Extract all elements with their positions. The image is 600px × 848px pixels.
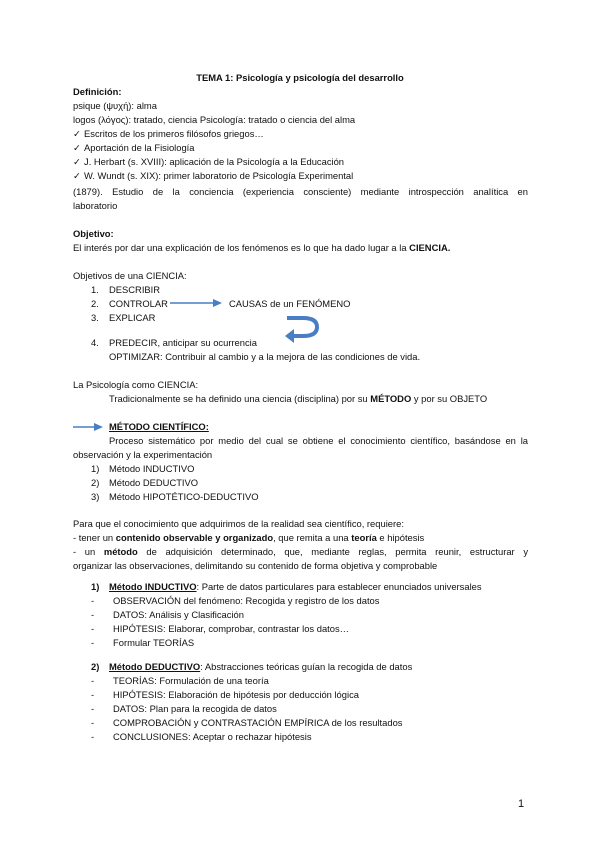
objetivos-heading: Objetivos de una CIENCIA: bbox=[73, 270, 187, 281]
requisitos-intro: Para que el conocimiento que adquirimos de la realidad sea científico, requiere: bbox=[73, 518, 404, 529]
requisito-1: - tener un contenido observable y organizado, que remita a una teoría e hipótesis bbox=[73, 532, 425, 543]
checkmark-icon: ✓ bbox=[73, 170, 81, 181]
check-item: ✓ Aportación de la Fisiología bbox=[73, 142, 195, 153]
curved-arrow-icon bbox=[285, 313, 323, 341]
list-item: 3) Método HIPOTÉTICO-DEDUCTIVO bbox=[91, 491, 259, 502]
checkmark-icon: ✓ bbox=[73, 128, 81, 139]
metodo-description-line2: observación y la experimentación bbox=[73, 449, 213, 460]
objetivo-text: El interés por dar una explicación de los fenómenos es lo que ha dado lugar a la CIENCIA. bbox=[73, 242, 451, 253]
list-item: 2. CONTROLAR bbox=[91, 298, 168, 309]
list-item: - OBSERVACIÓN del fenómeno: Recogida y registro de los datos bbox=[91, 595, 380, 606]
metodo-description-line1: Proceso sistemático por medio del cual se obtiene el conocimiento científico, basándose en la bbox=[109, 435, 528, 446]
psique-line: psique (ψυχή): alma bbox=[73, 100, 157, 111]
psicologia-ciencia-text: Tradicionalmente se ha definido una ciencia (disciplina) por su MÉTODO y por su OBJETO bbox=[109, 393, 488, 404]
page-number: 1 bbox=[518, 798, 525, 810]
arrow-right-icon bbox=[170, 298, 222, 308]
optimizar-line: OPTIMIZAR: Contribuir al cambio y a la mejora de las condiciones de vida. bbox=[109, 351, 421, 362]
list-item: - COMPROBACIÓN y CONTRASTACIÓN EMPÍRICA de los resultados bbox=[91, 717, 403, 728]
causas-fenomeno: CAUSAS de un FENÓMENO bbox=[229, 298, 351, 309]
logos-line: logos (λόγος): tratado, ciencia Psicología: tratado o ciencia del alma bbox=[73, 114, 356, 125]
arrow-right-icon bbox=[73, 422, 103, 432]
requisito-2-line2: organizar las observaciones, delimitando su contenido de forma objetiva y comprobable bbox=[73, 560, 438, 571]
check-item: ✓ Escritos de los primeros filósofos griegos… bbox=[73, 128, 264, 139]
list-item: 2) Método DEDUCTIVO bbox=[91, 477, 199, 488]
list-item: - DATOS: Plan para la recogida de datos bbox=[91, 703, 277, 714]
inductivo-heading: 1) Método INDUCTIVO: Parte de datos particulares para establecer enunciados universales bbox=[91, 581, 482, 592]
check-item: ✓ W. Wundt (s. XIX): primer laboratorio de Psicología Experimental bbox=[73, 170, 354, 181]
deductivo-heading: 2) Método DEDUCTIVO: Abstracciones teóricas guían la recogida de datos bbox=[91, 661, 413, 672]
list-item: 4. PREDECIR, anticipar su ocurrencia bbox=[91, 337, 257, 348]
list-item: - TEORÍAS: Formulación de una teoría bbox=[91, 675, 269, 686]
objetivo-heading: Objetivo: bbox=[73, 228, 114, 239]
wundt-paragraph-line2: laboratorio bbox=[73, 200, 118, 211]
definicion-heading: Definición: bbox=[73, 86, 122, 97]
wundt-paragraph-line1: (1879). Estudio de la conciencia (experiencia consciente) mediante introspección analítica en bbox=[73, 186, 528, 197]
list-item: 3. EXPLICAR bbox=[91, 312, 156, 323]
list-item: - Formular TEORÍAS bbox=[91, 637, 195, 648]
check-item: ✓ J. Herbart (s. XVIII): aplicación de la Psicología a la Educación bbox=[73, 156, 345, 167]
list-item: - HIPÓTESIS: Elaborar, comprobar, contrastar los datos… bbox=[91, 623, 350, 634]
list-item: - DATOS: Análisis y Clasificación bbox=[91, 609, 244, 620]
checkmark-icon: ✓ bbox=[73, 156, 81, 167]
page-title: TEMA 1: Psicología y psicología del desarrollo bbox=[196, 72, 404, 83]
list-item: 1. DESCRIBIR bbox=[91, 284, 161, 295]
list-item: 1) Método INDUCTIVO bbox=[91, 463, 195, 474]
list-item: - HIPÓTESIS: Elaboración de hipótesis por deducción lógica bbox=[91, 689, 359, 700]
metodo-heading: MÉTODO CIENTÍFICO: bbox=[109, 421, 209, 432]
psicologia-ciencia-heading: La Psicología como CIENCIA: bbox=[73, 379, 199, 390]
checkmark-icon: ✓ bbox=[73, 142, 81, 153]
list-item: - CONCLUSIONES: Aceptar o rechazar hipótesis bbox=[91, 731, 312, 742]
requisito-2: - un método de adquisición determinado, que, mediante reglas, permita reunir, estructurar y bbox=[73, 546, 529, 557]
